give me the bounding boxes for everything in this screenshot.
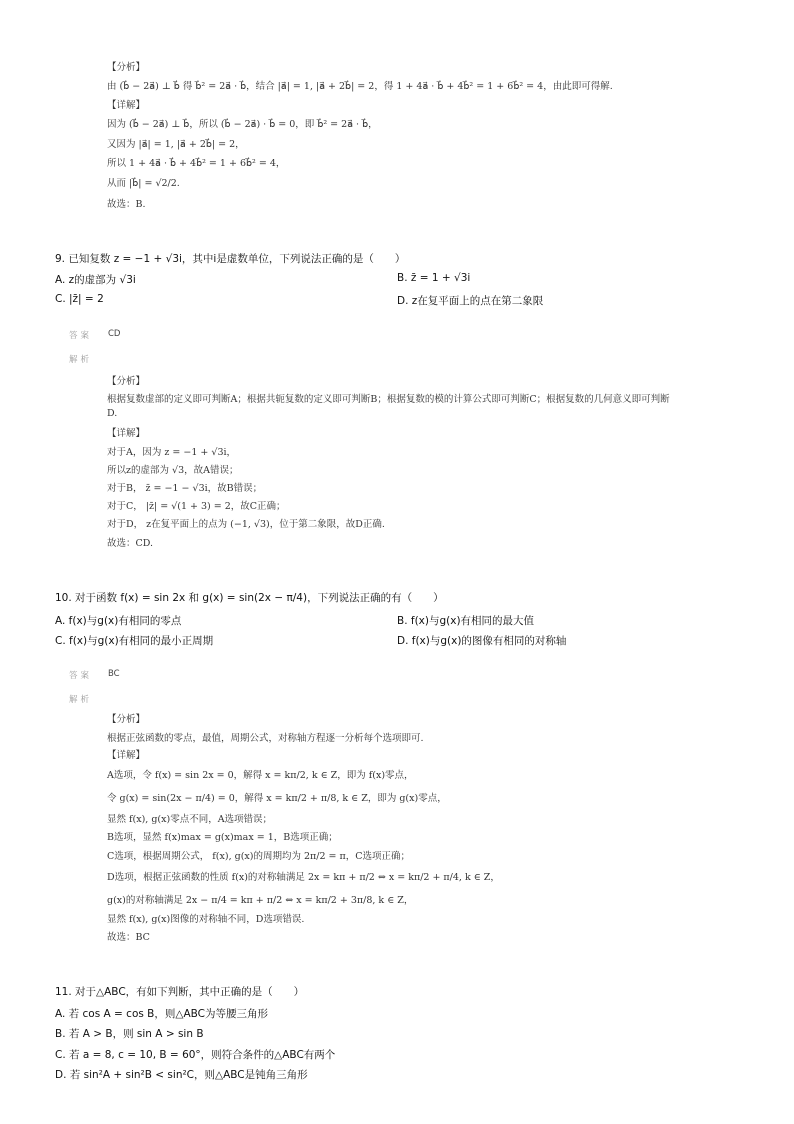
q11-option-a: A. 若 cos A = cos B，则△ABC为等腰三角形 [55, 1008, 268, 1020]
q10-detail-line: 显然 f(x), g(x)零点不同，A选项错误； [107, 814, 273, 825]
q9-analysis-label: 解析 [69, 355, 93, 365]
q9-analysis-text: 根据复数虚部的定义即可判断A；根据共轭复数的定义即可判断B；根据复数的模的计算公式即可判断C；根据复数的几何意义即可判断 [107, 394, 670, 405]
q10-stem: 10. 对于函数 f(x) = sin 2x 和 g(x) = sin(2x − π/4)，下列说法正确的有（ ） [55, 592, 444, 604]
q10-detail-line: B选项，显然 f(x)max = g(x)max = 1，B选项正确； [107, 832, 338, 843]
q10-option-a: A. f(x)与g(x)有相同的零点 [55, 615, 182, 627]
q9-option-a: A. z的虚部为 √3i [55, 274, 136, 286]
q8-analysis-title: 【分析】 [107, 62, 146, 73]
q10-detail-line: 故选：BC [107, 932, 150, 943]
q9-detail-line: 对于A，因为 z = −1 + √3i， [107, 447, 237, 458]
q10-option-c: C. f(x)与g(x)有相同的最小正周期 [55, 635, 214, 647]
q9-analysis-title: 【分析】 [107, 376, 146, 387]
q9-option-d: D. z在复平面上的点在第二象限 [397, 295, 544, 307]
q10-detail-title: 【详解】 [107, 750, 146, 761]
q8-detail-title: 【详解】 [107, 100, 146, 111]
q8-analysis-text: 由 (b⃗ − 2a⃗) ⊥ b⃗ 得 b⃗² = 2a⃗ · b⃗，结合 |a⃗| = 1, |a⃗ + 2b⃗| = 2，得 1 + 4a⃗ · b⃗ + 4b⃗² = 1 + 6b⃗² = 4，由此即可得解. [107, 81, 613, 92]
q9-detail-line: 所以z的虚部为 √3，故A错误； [107, 465, 239, 476]
q8-detail-line: 因为 (b⃗ − 2a⃗) ⊥ b⃗，所以 (b⃗ − 2a⃗) · b⃗ = 0，即 b⃗² = 2a⃗ · b⃗， [107, 119, 378, 130]
q10-option-d: D. f(x)与g(x)的图像有相同的对称轴 [397, 635, 567, 647]
q9-analysis-text: D. [107, 408, 118, 419]
q9-detail-line: 对于C， |z̄| = √(1 + 3) = 2，故C正确； [107, 501, 286, 512]
q10-option-b: B. f(x)与g(x)有相同的最大值 [397, 615, 535, 627]
q11-option-b: B. 若 A > B，则 sin A > sin B [55, 1028, 204, 1040]
q8-detail-line: 故选：B. [107, 199, 146, 210]
q9-detail-line: 对于D， z在复平面上的点为 (−1, √3)，位于第二象限，故D正确. [107, 519, 385, 530]
q9-detail-line: 对于B， z̄ = −1 − √3i，故B错误； [107, 483, 263, 494]
q8-detail-line: 所以 1 + 4a⃗ · b⃗ + 4b⃗² = 1 + 6b⃗² = 4， [107, 158, 286, 169]
q10-analysis-text: 根据正弦函数的零点，最值，周期公式，对称轴方程逐一分析每个选项即可. [107, 733, 424, 744]
q8-detail-line: 又因为 |a⃗| = 1, |a⃗ + 2b⃗| = 2， [107, 139, 245, 150]
q10-answer: BC [108, 669, 120, 679]
q9-option-c: C. |z̄| = 2 [55, 293, 104, 305]
q9-answer-label: 答案 [69, 331, 93, 341]
q9-stem: 9. 已知复数 z = −1 + √3i，其中i是虚数单位，下列说法正确的是（ ） [55, 253, 406, 265]
q10-analysis-label: 解析 [69, 695, 93, 705]
q9-detail-title: 【详解】 [107, 428, 146, 439]
q9-detail-line: 故选：CD. [107, 538, 154, 549]
q10-detail-line: A选项，令 f(x) = sin 2x = 0，解得 x = kπ/2, k ∈ Z，即为 f(x)零点， [107, 770, 414, 781]
q10-detail-line: D选项，根据正弦函数的性质 f(x)的对称轴满足 2x = kπ + π/2 ⇔ x = kπ/2 + π/4, k ∈ Z， [107, 872, 500, 883]
q10-detail-line: g(x)的对称轴满足 2x − π/4 = kπ + π/2 ⇔ x = kπ/2 + 3π/8, k ∈ Z， [107, 895, 414, 906]
q8-detail-line: 从而 |b⃗| = √2/2. [107, 178, 180, 189]
q10-analysis-title: 【分析】 [107, 714, 146, 725]
q10-detail-line: C选项，根据周期公式， f(x), g(x)的周期均为 2π/2 = π，C选项正确； [107, 851, 411, 862]
q9-option-b: B. z̄ = 1 + √3i [397, 272, 471, 284]
q9-answer: CD [108, 329, 121, 339]
q10-answer-label: 答案 [69, 671, 93, 681]
q10-detail-line: 令 g(x) = sin(2x − π/4) = 0，解得 x = kπ/2 + π/8, k ∈ Z，即为 g(x)零点， [107, 793, 447, 804]
q10-detail-line: 显然 f(x), g(x)图像的对称轴不同，D选项错误. [107, 914, 305, 925]
q11-option-c: C. 若 a = 8, c = 10, B = 60°，则符合条件的△ABC有两个 [55, 1049, 336, 1061]
q11-stem: 11. 对于△ABC，有如下判断，其中正确的是（ ） [55, 986, 305, 998]
q11-option-d: D. 若 sin²A + sin²B < sin²C，则△ABC是钝角三角形 [55, 1069, 308, 1081]
